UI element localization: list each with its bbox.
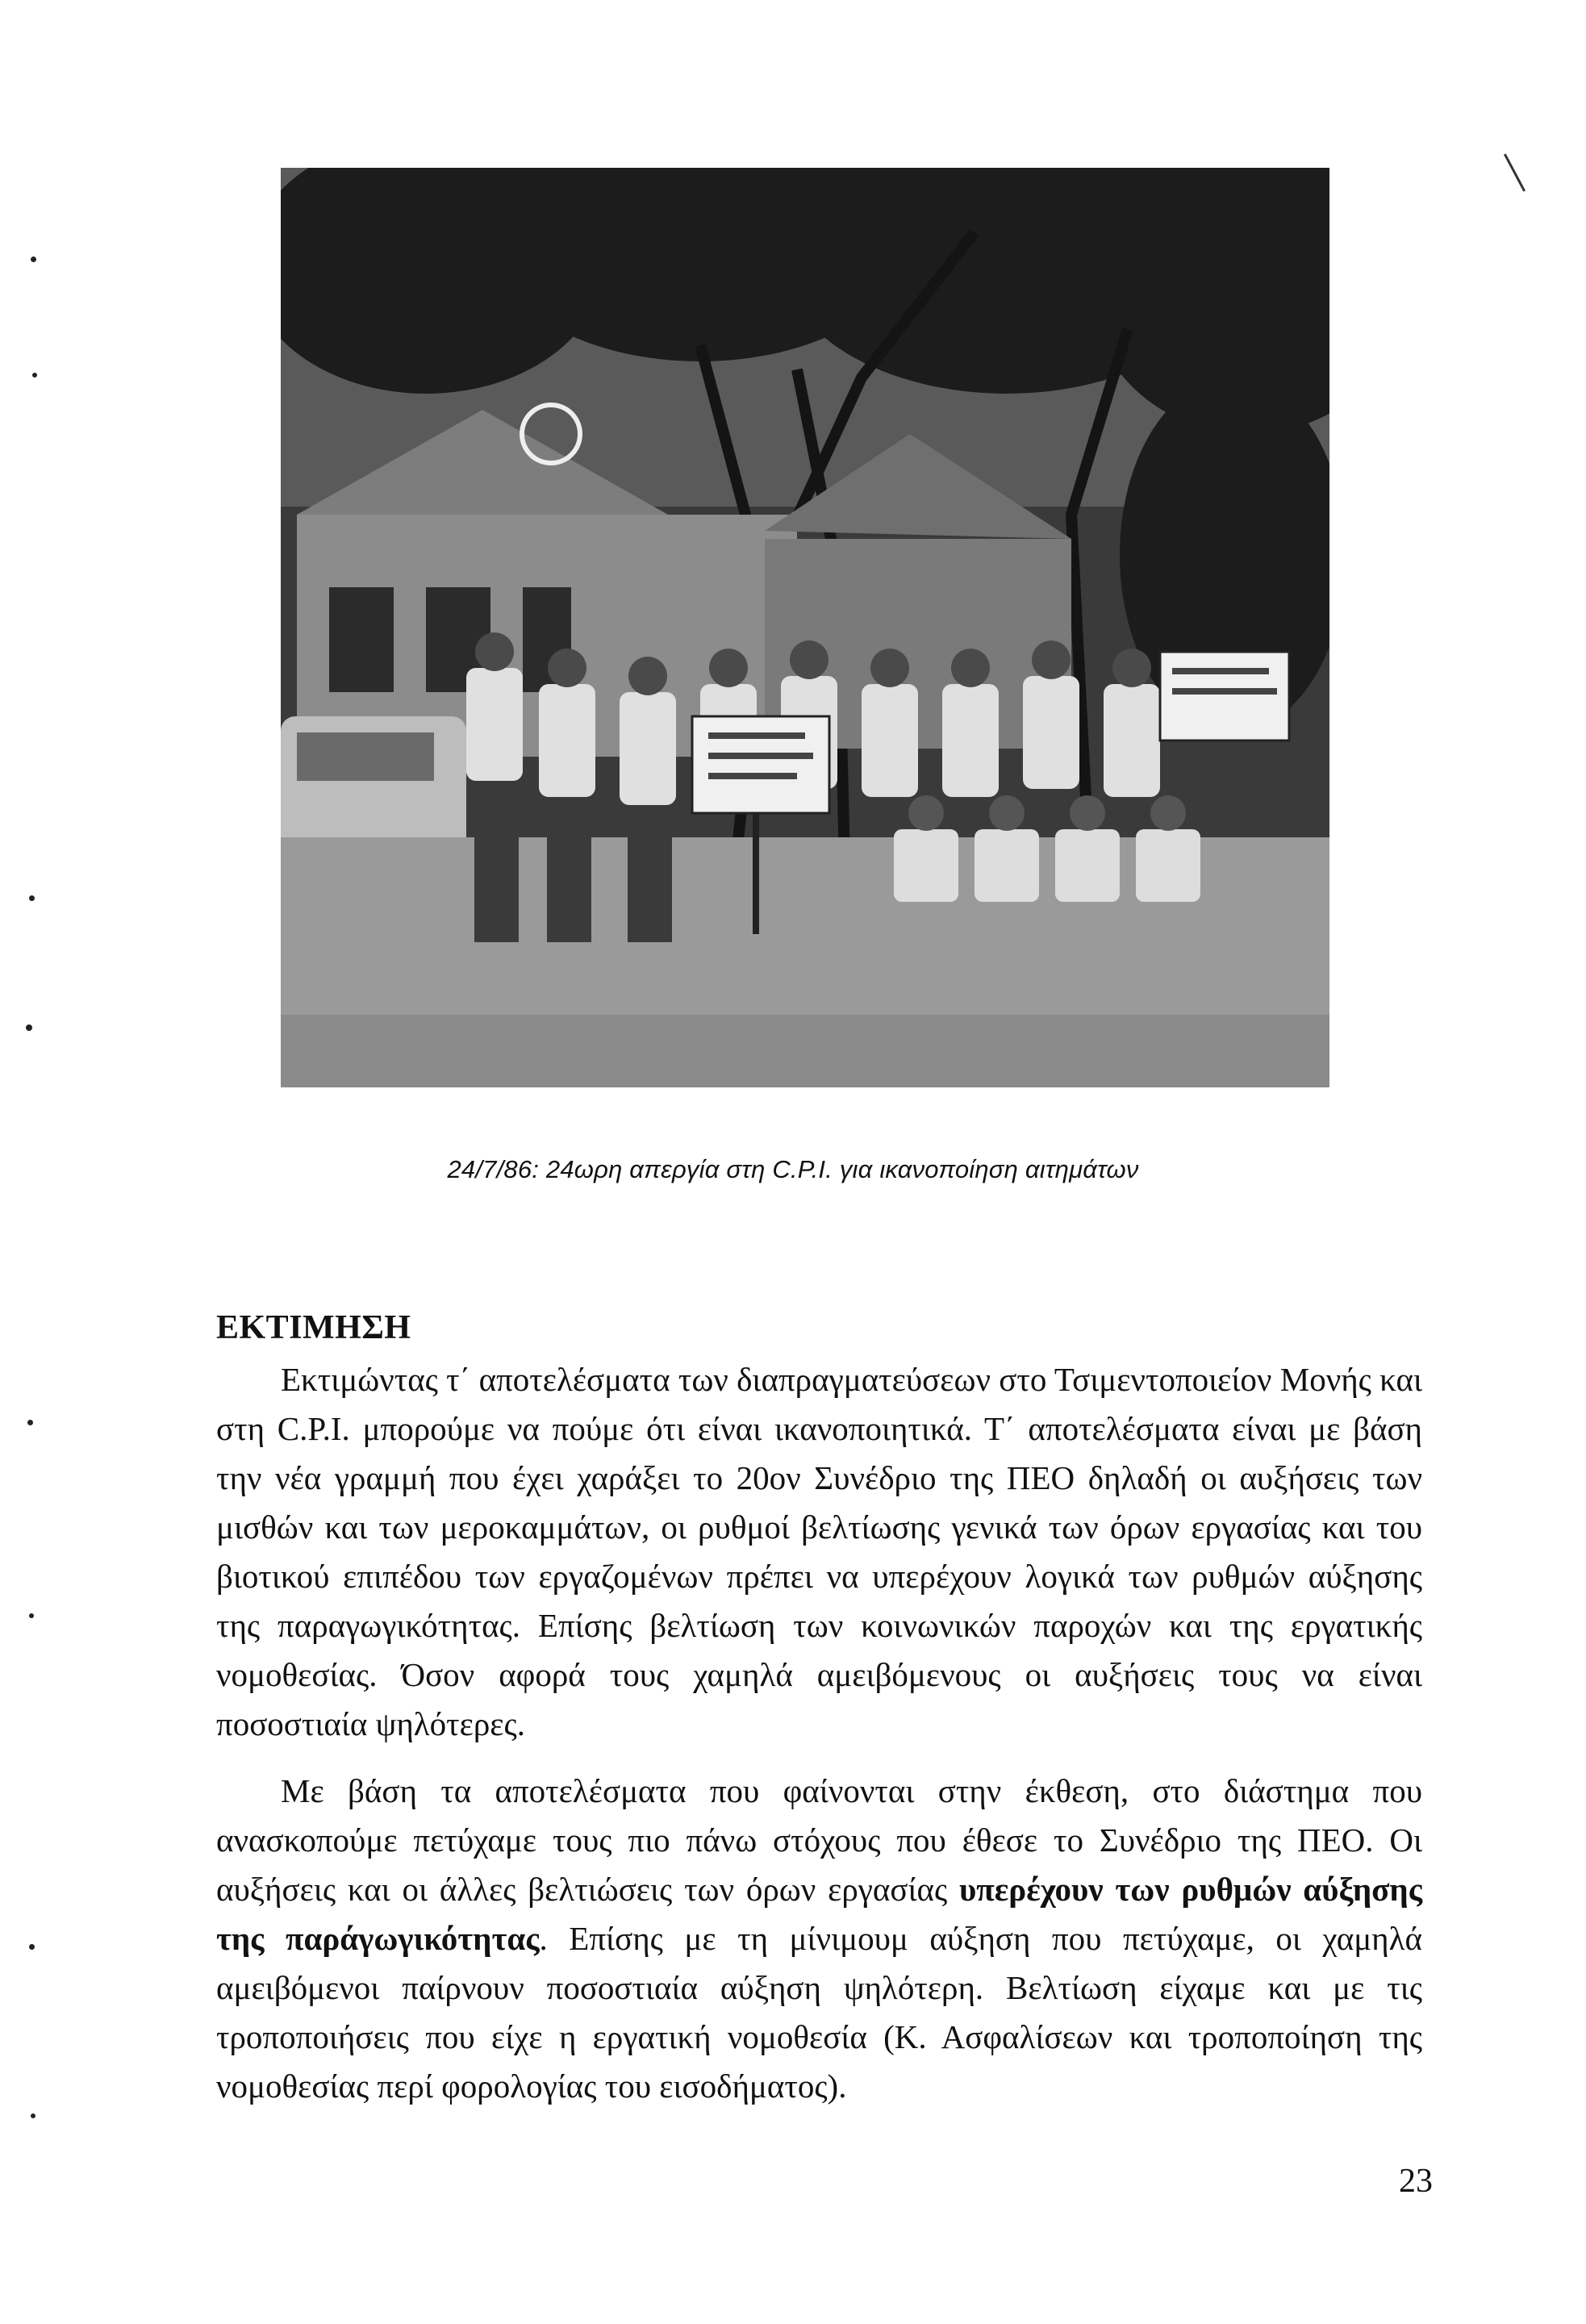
section-heading: ΕΚΤΙΜΗΣΗ [216, 1309, 411, 1346]
paragraph-2-bold: υπερέχουν των ρυθμών αύξησης της παράγωγικότητας [216, 1871, 1422, 1957]
page-number: 23 [1399, 2163, 1433, 2200]
scan-speck [29, 1613, 34, 1618]
scan-speck [31, 257, 36, 262]
scan-speck [31, 2113, 35, 2118]
scan-mark [1504, 153, 1525, 191]
scan-speck [29, 1944, 35, 1950]
paragraph-2 [216, 1767, 1422, 2111]
paragraph-1-text: Εκτιμώντας τ΄ αποτελέσματα των διαπραγματεύσεων στο Τσιμεντοποιείον Μονής και στη C.P.I. μπορούμε να πούμε ότι είναι ικανοποιητικά. Τ΄ αποτελέσματα είναι με βάση την νέα γραμμή που έχει χαράξει το 20ον Συνέδριο της ΠΕΟ δηλαδή οι αυξήσεις των μισθών και των μεροκαμμάτων, οι ρυθμοί βελτίωσης γενικά των όρων εργασίας και του βιοτικού επιπέδου των εργαζομένων πρέπει να υπερέχουν λογικά των ρυθμών αύξησης της παραγωγικότητας. Επίσης βελτίωση των κοινωνικών παροχών και της εργατικής νομοθεσίας. Όσον αφορά τους χαμηλά αμειβόμενους οι αυξήσεις τους να είναι ποσοστιαία ψηλότερες. [216, 1361, 1422, 1742]
scan-speck [29, 895, 35, 901]
photo-strike-workers-icon [281, 168, 1329, 1087]
scan-speck [27, 1420, 33, 1425]
paragraph-2-part2: . Επίσης με τη μίνιμουμ αύξηση που πετύχαμε, οι χαμηλά αμειβόμενοι παίρνουν ποσοστιαία αύξηση ψηλότερη. Βελτίωση είχαμε και με τις τροποποιήσεις που είχε η εργατική νομοθεσία (Κ. Ασφαλίσεων και τροποποίηση της νομοθεσίας περί φορολογίας του εισοδήματος). [216, 1920, 1422, 2105]
scan-speck [32, 373, 37, 378]
strike-photo [281, 168, 1329, 1087]
paragraph-1 [216, 1355, 1422, 1749]
photo-caption: 24/7/86: 24ωρη απεργία στη C.P.I. για ικανοποίηση αιτημάτων [447, 1155, 1139, 1183]
paragraph-2-text [216, 1767, 1422, 2111]
scan-speck [26, 1024, 32, 1031]
paragraph-2-part1: Με βάση τα αποτελέσματα που φαίνονται στην έκθεση, στο διάστημα που ανασκοπούμε πετύχαμε τους πιο πάνω στόχους που έθεσε το Συνέδριο της ΠΕΟ. Οι αυξήσεις και οι άλλες βελτιώσεις των όρων εργασίας [216, 1772, 1422, 1908]
